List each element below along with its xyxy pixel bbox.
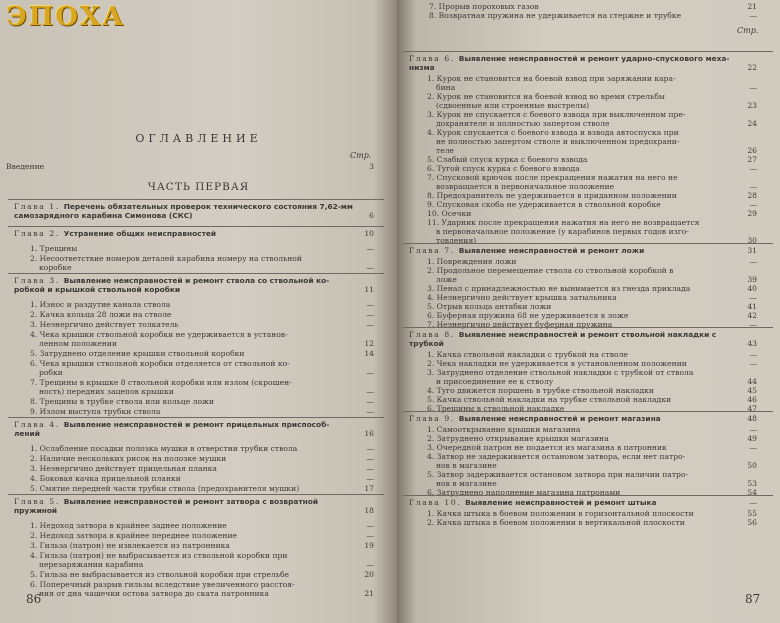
entry-page-number: 24 [747,119,757,128]
section-entry [427,293,617,302]
entry-page-number: — [366,368,374,377]
chapter-prefix: Глава 6. [409,54,459,63]
entry-page-number: 28 [747,191,757,200]
section-title-line: 2. Качка штыка в боевом положении в вертикальной плоскости [427,518,685,527]
section-entry [429,11,681,20]
chapter-divider [403,243,773,244]
section-title-line: 5. Затвор задерживается остановом затвора при наличии патро- [427,470,689,479]
left-page-number: 86 [26,592,42,606]
section-entry [30,551,287,569]
entry-page-number: — [366,407,374,416]
chapter-entry [409,498,657,507]
entry-page-number: — [749,257,757,266]
section-title-line: 1. Качка ствольной накладки с трубкой на стволе [427,350,628,359]
entry-page-number: 30 [747,236,757,245]
intro-label: Введение [6,162,45,171]
section-entry [30,244,77,253]
chapter-divider [8,273,384,274]
section-entry [427,386,654,395]
section-title-line: 2. Наличие нескольких рисок на полозке мушки [30,454,227,463]
section-title-line: (сдвоенные или строенные выстрелы) [436,101,590,110]
section-title-line: 3. Неэнергично действует прицельная планка [30,464,217,473]
entry-page-number: — [366,387,374,396]
intro-entry [6,162,44,171]
entry-page-number: — [366,397,374,406]
entry-page-number: 53 [747,479,757,488]
entry-page-number: — [749,293,757,302]
section-entry [427,302,551,311]
section-title-line: 6. Трещины в ствольной накладке [427,404,565,413]
chapter-entry [14,497,318,515]
section-title-line: 2. Чека накладки не удерживается в установленном положении [427,359,687,368]
chapter-title-line: робкой и крышкой ствольной коробки [14,285,181,294]
chapter-prefix: Глава 5. [14,497,64,506]
entry-page-number: — [749,83,757,92]
chapter-prefix: Глава 2. [14,229,64,238]
entry-page-number: 49 [747,434,757,443]
section-entry [427,200,661,209]
chapter-prefix: Глава 9. [409,414,459,423]
section-entry [30,444,297,453]
section-title-line: 11. Ударник после прекращения нажатия на него не возвращается [427,218,700,227]
chapter-entry [14,229,216,238]
entry-page-number: 27 [747,155,757,164]
chapter-prefix: Глава 10. [409,498,466,507]
entry-page-number: 44 [747,377,757,386]
chapter-divider [8,199,384,200]
chapter-title-line: Выявление неисправностей и ремонт затвора с возвратной [63,497,318,506]
chapter-title-line: трубкой [409,339,444,348]
entry-page-number: 50 [747,461,757,470]
section-title-line: 8. Предохранитель не удерживается в приданном положении [427,191,677,200]
entry-page-number: 56 [747,518,757,527]
chapter-prefix: Глава 1. [14,202,64,211]
section-entry [30,330,288,348]
section-title-line: 5. Отрыв кольца антабки ложи [427,302,552,311]
entry-page-number: 54 [747,488,757,497]
entry-page-number: — [366,560,374,569]
section-entry [427,452,685,470]
section-title-line: 4. Гильза (патрон) не выбрасывается из ствольной коробки при [30,551,288,560]
chapter-title-line: Выявление неисправностей и ремонт штыка [465,498,657,507]
section-title-line: 3. Пенал с принадлежностью не вынимается из гнезда приклада [427,284,691,293]
page-column-label: Стр. [350,151,372,160]
entry-page-number: — [366,454,374,463]
chapter-title-line: Выявление неисправностей и ремонт ствола со ствольной ко- [63,276,330,285]
entry-page-number: 10 [364,229,374,238]
section-entry [30,378,292,396]
entry-page-number: 20 [364,570,374,579]
section-title-line: 1. Трещины [30,244,78,253]
section-title-line: 1. Ослабление посадки полозка мушки в отверстии трубки ствола [30,444,298,453]
section-title-line: ность) передних зацепов крышки [39,387,174,396]
section-title-line: 1. Курок не становится на боевой взвод при заряжании кара- [427,74,676,83]
chapter-divider [403,495,773,496]
section-entry [429,2,539,11]
section-entry [427,443,667,452]
chapter-divider [8,494,384,495]
section-entry [427,92,665,110]
section-entry [427,395,671,404]
section-title-line: 3. Очередной патрон не подается из магазина в патронник [427,443,667,452]
section-entry [30,570,289,579]
entry-page-number: 48 [747,414,757,423]
section-title-line: 4. Туго движется поршень в трубке ствольной накладки [427,386,654,395]
section-entry [427,218,699,245]
section-title-line: 9. Спусковая скоба не удерживается в ствольной коробке [427,200,661,209]
section-title-line: 2. Затруднено открывание крышки магазина [427,434,609,443]
entry-page-number: — [749,350,757,359]
entry-page-number: 43 [747,339,757,348]
entry-page-number: 39 [747,275,757,284]
entry-page-number: 21 [747,2,757,11]
section-entry [427,311,628,320]
section-title-line: ленном положении [39,339,118,348]
section-entry [427,155,587,164]
entry-page-number: 6 [369,211,374,220]
section-entry [427,173,678,191]
section-title-line: 2. Курок не становится на боевой взвод во время стрельбы [427,92,665,101]
entry-page-number: — [749,200,757,209]
section-entry [427,359,687,368]
entry-page-number: 26 [747,146,757,155]
section-title-line: нов в магазине [436,479,497,488]
section-entry [427,110,685,128]
right-page-number: 87 [745,592,761,606]
chapter-entry [14,202,353,220]
entry-page-number: — [366,320,374,329]
entry-page-number: 18 [364,506,374,515]
chapter-title-line: самозарядного карабина Симонова (СКС) [14,211,193,220]
chapter-title-line: Выявление неисправностей и ремонт прицельных приспособ- [63,420,330,429]
section-entry [427,284,690,293]
section-entry [30,310,171,319]
chapter-divider [8,417,384,418]
entry-page-number: 11 [364,285,374,294]
section-title-line: 4. Курок спускается с боевого взвода и взвода автоспуска при [427,128,679,137]
chapter-entry [409,54,729,72]
section-entry [30,407,160,416]
section-title-line: 7. Трещины в крышке 8 ствольной коробки или излом (скрошен- [30,378,292,387]
chapter-divider [8,226,384,227]
section-title-line: и присоединение ее к стволу [436,377,554,386]
chapter-title-line: пружиной [14,506,58,515]
section-title-line: 3. Неэнергично действует толкатель [30,320,179,329]
entry-page-number: 31 [747,246,757,255]
entry-page-number: 45 [747,386,757,395]
section-title-line: 2. Несоответствие номеров деталей карабина номеру на ствольной [30,254,302,263]
section-entry [30,454,226,463]
section-entry [427,191,677,200]
section-title-line: 3. Курок не спускается с боевого взвода при выключенном пре- [427,110,686,119]
section-title-line: нов в магазине [436,461,497,470]
intro-page: 3 [369,162,374,171]
section-entry [30,580,295,598]
section-title-line: 7. Неэнергично действует буферная пружина [427,320,613,329]
entry-page-number: 46 [747,395,757,404]
entry-page-number: — [366,474,374,483]
entry-page-number: — [749,182,757,191]
section-entry [427,128,679,155]
section-title-line: 1. Недоход затвора в крайнее заднее положение [30,521,227,530]
section-title-line: 3. Гильза (патрон) не извлекается из патронника [30,541,230,550]
section-title-line: в первоначальное положение (у карабинов первых годов изго- [436,227,689,236]
section-entry [30,474,181,483]
entry-page-number: — [749,443,757,452]
section-title-line: 9. Излом выступа трубки ствола [30,407,161,416]
chapter-prefix: Глава 7. [409,246,459,255]
section-entry [427,425,580,434]
entry-page-number: — [749,425,757,434]
entry-page-number: — [366,244,374,253]
section-title-line: бина [436,83,456,92]
chapter-prefix: Глава 8. [409,330,459,339]
entry-page-number: 40 [747,284,757,293]
contents-title: ОГЛАВЛЕНИЕ [135,132,262,145]
section-title-line: 6. Чека крышки ствольной коробки отделяется от ствольной ко- [30,359,290,368]
chapter-title-line: Выявление неисправностей и ремонт ложи [458,246,645,255]
entry-page-number: 16 [364,429,374,438]
chapter-entry [14,276,329,294]
section-entry [427,470,688,488]
chapter-title-line: Перечень обязательных проверок технического состояния 7,62-мм [63,202,353,211]
section-title-line: ложе [436,275,457,284]
section-title-line: 4. Неэнергично действует крышка затыльника [427,293,617,302]
chapter-divider [403,411,773,412]
section-title-line: 2. Недоход затвора в крайнее переднее положение [30,531,238,540]
entry-page-number: — [749,320,757,329]
section-title-line: коробке [39,263,72,272]
entry-page-number: — [749,498,757,507]
chapter-divider [403,51,773,52]
section-title-line: 8. Возвратная пружина не удерживается на стержне и трубке [429,11,682,20]
entry-page-number: — [366,464,374,473]
section-entry [427,434,609,443]
section-entry [30,521,227,530]
section-entry [427,509,694,518]
section-title-line: теле [436,146,455,155]
section-entry [30,464,217,473]
chapter-entry [409,414,661,423]
section-entry [427,74,676,92]
section-title-line: 7. Прорыв пороховых газов [429,2,539,11]
entry-page-number: — [366,444,374,453]
chapter-title-line: лений [14,429,40,438]
section-title-line: 6. Поперечный разрыв гильзы вследствие увеличенного расстоя- [30,580,295,589]
section-title-line: не полностью запертом стволе и выключенном предохрани- [436,137,680,146]
section-title-line: возвращается в первоначальное положение [436,182,615,191]
section-entry [30,531,237,540]
section-entry [30,254,302,272]
chapter-title-line: Выявление неисправностей и ремонт ударно-спускового меха- [458,54,730,63]
entry-page-number: 42 [747,311,757,320]
chapter-title-line: Выявление неисправностей и ремонт магазина [458,414,661,423]
section-title-line: 1. Повреждения ложи [427,257,517,266]
section-title-line: товления) [436,236,477,245]
section-entry [30,541,230,550]
section-title-line: робки [39,368,63,377]
entry-page-number: 55 [747,509,757,518]
section-entry [30,300,170,309]
section-title-line: 6. Буферная пружина 68 не удерживается в ложе [427,311,629,320]
section-entry [30,359,290,377]
section-title-line: 7. Спусковой крючок после прекращения нажатия на него не [427,173,678,182]
entry-page-number: — [749,11,757,20]
section-title-line: ния от дна чашечки остова затвора до ската патронника [39,589,269,598]
section-entry [30,320,179,329]
section-title-line: 4. Чека крышки ствольной коробки не удерживается в установ- [30,330,288,339]
entry-page-number: 23 [747,101,757,110]
entry-page-number: 12 [364,339,374,348]
entry-page-number: 41 [747,302,757,311]
chapter-entry [409,330,716,348]
entry-page-number: 14 [364,349,374,358]
section-title-line: 5. Смятие передней части трубки ствола (предохранителя мушки) [30,484,300,493]
chapter-divider [403,327,773,328]
section-title-line: 4. Боковая качка прицельной планки [30,474,181,483]
entry-page-number: 17 [364,484,374,493]
section-entry [30,349,244,358]
section-title-line: 1. Качка штыка в боевом положении в горизонтальной плоскости [427,509,694,518]
section-title-line: 5. Качка ствольной накладки на трубке ствольной накладки [427,395,672,404]
section-title-line: 5. Затруднено отделение крышки ствольной коробки [30,349,245,358]
entry-page-number: — [366,531,374,540]
section-title-line: 1. Самооткрывание крышки магазина [427,425,581,434]
entry-page-number: — [366,521,374,530]
section-title-line: 2. Продольное перемещение ствола со ствольной коробкой в [427,266,674,275]
section-title-line: 2. Качка кольца 28 ложи на стволе [30,310,172,319]
section-title-line: 3. Затруднено отделение ствольной накладки с трубкой от ствола [427,368,694,377]
section-title-line: 6. Тугой спуск курка с боевого взвода [427,164,580,173]
section-title-line: 10. Осечки [427,209,472,218]
chapter-title-line: низма [409,63,435,72]
entry-page-number: — [749,164,757,173]
section-title-line: 8. Трещины в трубке ствола или кольце ложи [30,397,215,406]
section-title-line: 6. Затруднено наполнение магазина патронами [427,488,621,497]
entry-page-number: — [366,263,374,272]
section-title-line: дохранителе и полностью запертом стволе [436,119,610,128]
section-title-line: 5. Гильза не выбрасывается из ствольной коробки при стрельбе [30,570,290,579]
entry-page-number: — [366,300,374,309]
section-title-line: 5. Слабый спуск курка с боевого взвода [427,155,588,164]
section-entry [427,209,471,218]
section-title-line: 1. Износ и раздутие канала ствола [30,300,171,309]
entry-page-number: 47 [747,404,757,413]
section-entry [427,368,693,386]
section-entry [427,266,673,284]
chapter-entry [14,420,329,438]
section-entry [30,397,214,406]
section-title-line: 4. Затвор не задерживается остановом затвора, если нет патро- [427,452,686,461]
section-entry [427,518,685,527]
section-entry [427,350,628,359]
chapter-entry [409,246,644,255]
chapter-title-line: Выявление неисправностей и ремонт ствольной накладки с [458,330,717,339]
entry-page-number: 22 [747,63,757,72]
right-page [397,0,780,623]
section-entry [427,257,516,266]
chapter-title-line: Устранение общих неисправностей [63,229,217,238]
entry-page-number: 19 [364,541,374,550]
section-title-line: перезаряжании карабина [39,560,144,569]
right-page-column-label: Стр. [737,26,759,35]
chapter-prefix: Глава 3. [14,276,64,285]
entry-page-number: — [749,359,757,368]
entry-page-number: 29 [747,209,757,218]
section-entry [30,484,299,493]
section-entry [427,164,580,173]
entry-page-number: 21 [364,589,374,598]
chapter-prefix: Глава 4. [14,420,64,429]
part-title: ЧАСТЬ ПЕРВАЯ [147,181,250,193]
entry-page-number: — [366,310,374,319]
watermark-logo: ЭПОХА [6,2,126,32]
